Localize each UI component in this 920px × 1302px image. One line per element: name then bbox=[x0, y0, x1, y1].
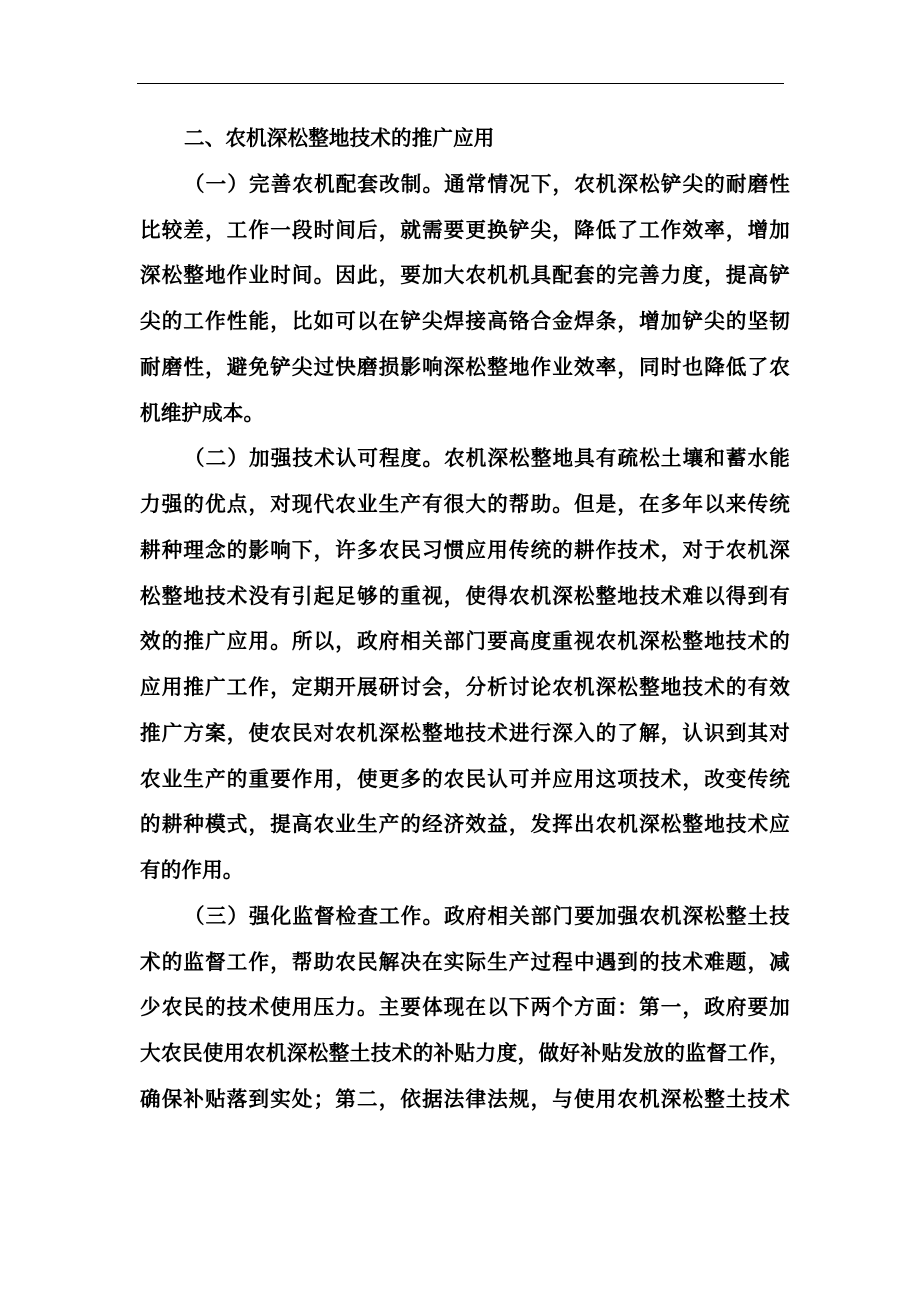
text-line: 的耕种模式，提高农业生产的经济效益，发挥出农机深松整地技术应 bbox=[140, 812, 790, 837]
text-line: 术的监督工作，帮助农民解决在实际生产过程中遇到的技术难题，减 bbox=[140, 949, 790, 974]
text-line: 耐磨性，避免铲尖过快磨损影响深松整地作业效率，同时也降低了农 bbox=[140, 354, 790, 379]
text-line: 大农民使用农机深松整土技术的补贴力度，做好补贴发放的监督工作， bbox=[140, 1041, 790, 1065]
text-line: 机维护成本。 bbox=[140, 400, 265, 425]
text-line: 力强的优点，对现代农业生产有很大的帮助。但是，在多年以来传统 bbox=[140, 492, 790, 516]
text-line: 深松整地作业时间。因此，要加大农机机具配套的完善力度，提高铲 bbox=[140, 263, 790, 288]
text-line: 确保补贴落到实处；第二，依据法律法规，与使用农机深松整土技术 bbox=[140, 1086, 790, 1111]
text-line: 推广方案，使农民对农机深松整地技术进行深入的了解，认识到其对 bbox=[140, 720, 790, 745]
text-line: （一）完善农机配套改制。通常情况下，农机深松铲尖的耐磨性 bbox=[184, 171, 790, 196]
text-line: 比较差，工作一段时间后，就需要更换铲尖，降低了工作效率，增加 bbox=[140, 217, 790, 242]
text-line: 农业生产的重要作用，使更多的农民认可并应用这项技术，改变传统 bbox=[140, 766, 790, 791]
header-rule bbox=[137, 83, 784, 84]
text-line: 少农民的技术使用压力。主要体现在以下两个方面：第一，政府要加 bbox=[140, 995, 790, 1020]
text-line: 效的推广应用。所以，政府相关部门要高度重视农机深松整地技术的 bbox=[140, 629, 790, 654]
body-text bbox=[140, 116, 790, 1123]
text-line: 尖的工作性能，比如可以在铲尖焊接高铬合金焊条，增加铲尖的坚韧 bbox=[140, 309, 790, 333]
text-line: 松整地技术没有引起足够的重视，使得农机深松整地技术难以得到有 bbox=[140, 583, 790, 608]
text-line: 应用推广工作，定期开展研讨会，分析讨论农机深松整地技术的有效 bbox=[140, 675, 790, 699]
text-line: 有的作用。 bbox=[140, 858, 244, 882]
text-line: （二）加强技术认可程度。农机深松整地具有疏松土壤和蓄水能 bbox=[184, 446, 790, 471]
text-line: 耕种理念的影响下，许多农民习惯应用传统的耕作技术，对于农机深 bbox=[140, 537, 790, 562]
text-line: 二、农机深松整地技术的推广应用 bbox=[184, 126, 495, 150]
text-line: （三）强化监督检查工作。政府相关部门要加强农机深松整土技 bbox=[184, 903, 790, 928]
